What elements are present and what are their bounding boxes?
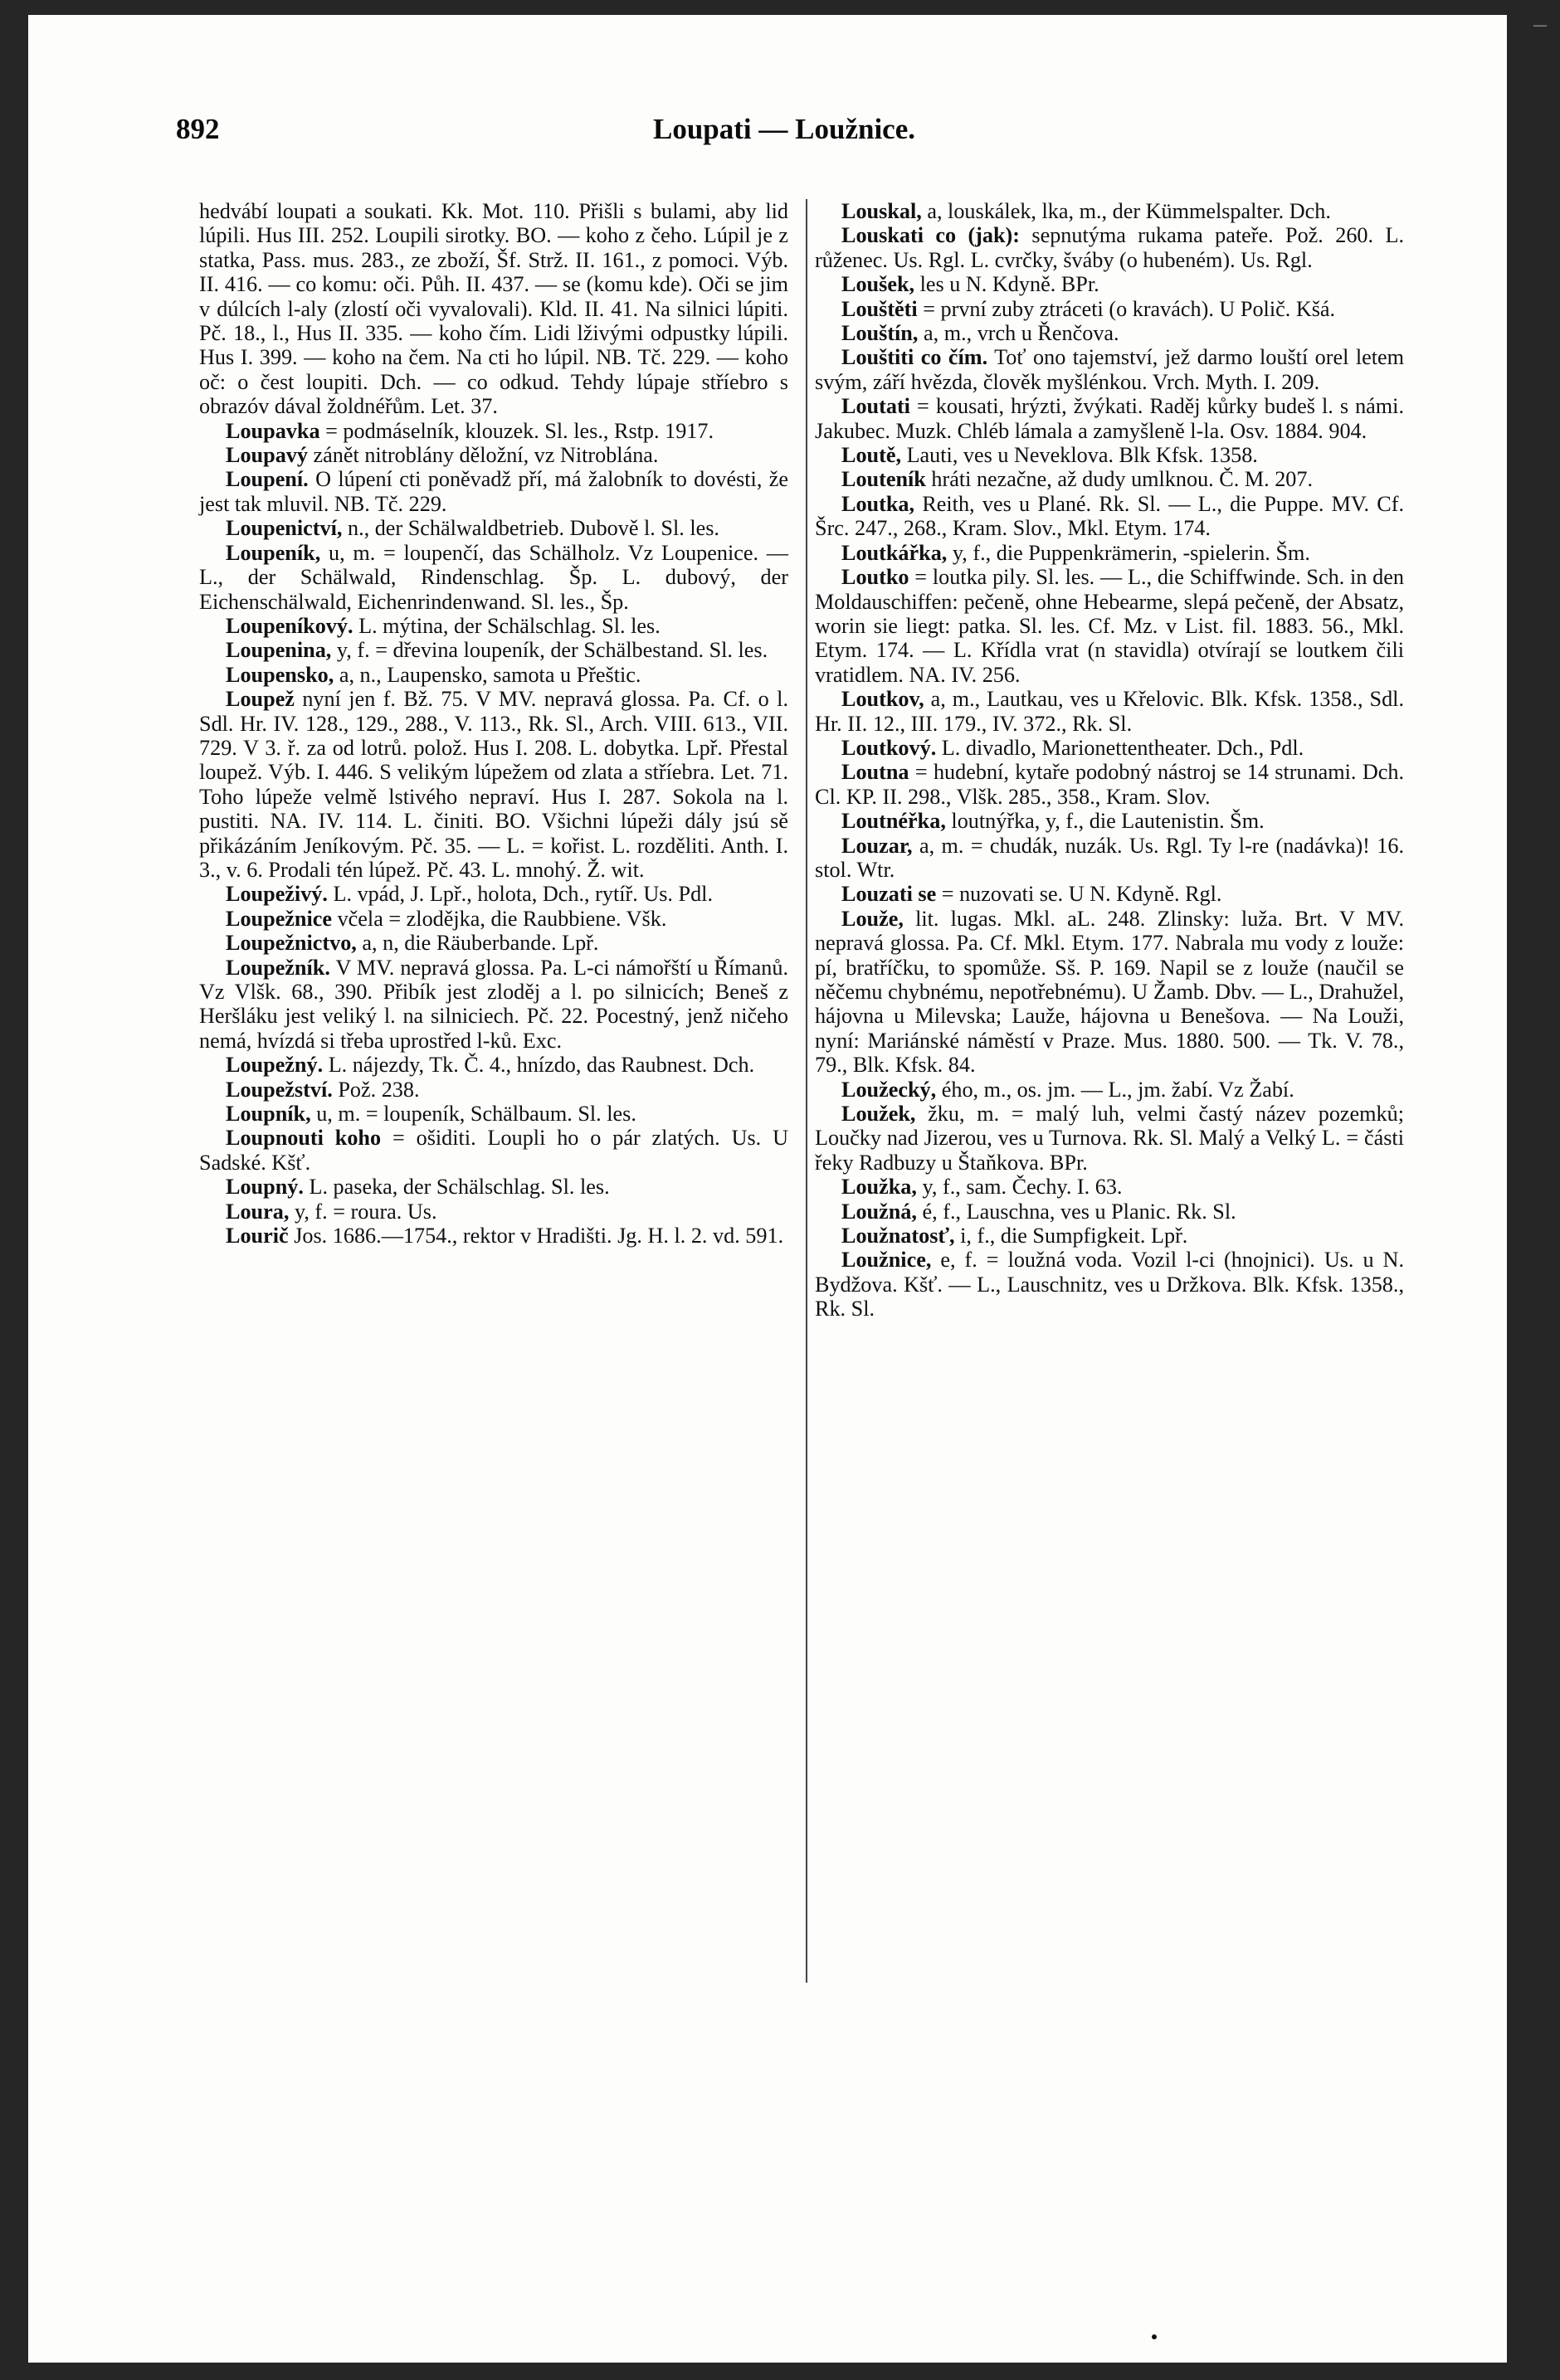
entry-headword: Louštín, [841, 321, 919, 346]
entry-headword: Louzati se [841, 882, 937, 907]
entry-headword: Louzar, [841, 833, 913, 858]
dictionary-entry [199, 1224, 788, 1248]
dictionary-entry [815, 1102, 1404, 1175]
dictionary-entry [199, 931, 788, 955]
dictionary-entry [815, 1248, 1404, 1321]
entry-text: L. vpád, J. Lpř., holota, Dch., rytíř. Us. Pdl. [327, 882, 714, 907]
dictionary-entry [815, 321, 1404, 345]
entry-headword: Lourič [226, 1224, 289, 1248]
column-divider [806, 199, 807, 1983]
entry-headword: Loužnatosť, [841, 1224, 955, 1248]
dictionary-entry [199, 541, 788, 614]
dictionary-entry [815, 1078, 1404, 1102]
entry-headword: Loužná, [841, 1199, 917, 1224]
dictionary-entry [815, 541, 1404, 565]
entry-text: a, m., Lautkau, ves u Křelovic. Blk. Kfsk. 1358., Sdl. Hr. II. 12., III. 179., IV. 372., Rk. Sl. [815, 687, 1404, 736]
entry-headword: Loupení. [226, 467, 309, 492]
dictionary-entry [815, 736, 1404, 760]
dictionary-entry [815, 1224, 1404, 1248]
entry-text: y, f., die Puppenkrämerin, -spielerin. Šm. [947, 540, 1310, 565]
entry-text: a, n., Laupensko, samota u Přeštic. [334, 662, 641, 687]
entry-text: Lauti, ves u Neveklova. Blk Kfsk. 1358. [901, 443, 1258, 468]
dictionary-entry [199, 1102, 788, 1126]
entry-text: = loutka pily. Sl. les. — L., die Schiffwinde. Sch. in den Moldauschiffen: pečeně, ohne Hebearme, slepá pečeně, der Absatz, worin sie liegt: patka. Sl. les. Cf. Mz. v List. fil. 1883. 56., Mkl. Etym. 174. — L. Křídla vrat (n stavidla) otvírají se loutkem čili vratidlem. NA. IV. 256. [815, 565, 1404, 687]
entry-text: = kousati, hrýzti, žvýkati. Raděj kůrky budeš l. s námi. Jakubec. Muzk. Chléb lámala a zamyšleně l-la. Osv. 1884. 904. [815, 394, 1404, 443]
entry-headword: Loupavka [226, 418, 320, 443]
entry-text: = hudební, kytaře podobný nástroj se 14 strunami. Dch. Cl. KP. II. 298., Vlšk. 285., 358., Kram. Slov. [815, 760, 1404, 809]
entry-headword: Loutkářka, [841, 540, 948, 565]
entry-text: Pož. 238. [332, 1077, 420, 1102]
dictionary-entry [815, 492, 1404, 541]
entry-text: Toť ono tajemství, jež darmo louští orel letem svým, září hvězda, člověk myšlénkou. Vrch. Myth. I. 209. [815, 345, 1404, 394]
entry-text: y, f., sam. Čechy. I. 63. [916, 1175, 1123, 1200]
entry-text: V MV. nepravá glossa. Pa. L-ci námořští u Římanů. Vz Vlšk. 68., 390. Přibík jest zloděj a l. po silnicích; Beneš z Heršláku jest veliký l. na silniciech. Pč. 22. Pocestný, jenž ničeho nemá, hvízdá si třeba uprostřed l-ků. Exc. [199, 955, 788, 1053]
dictionary-entry [815, 394, 1404, 443]
entry-headword: Loutě, [841, 443, 902, 468]
dictionary-entry [815, 834, 1404, 883]
dictionary-entry [815, 467, 1404, 491]
entry-text: e, f. = loužná voda. Vozil l-ci (hnojnici). Us. u N. Bydžova. Kšť. — L., Lauschnitz, ves u Držkova. Blk. Kfsk. 1358., Rk. Sl. [815, 1248, 1404, 1321]
dictionary-page [28, 15, 1507, 2363]
entry-headword: Loupežství. [226, 1077, 333, 1102]
entry-headword: Louskal, [841, 199, 922, 223]
entry-headword: Loutkový. [841, 735, 937, 760]
entry-headword: Loupnouti koho [226, 1126, 382, 1151]
entry-headword: Loupežný. [226, 1053, 324, 1078]
entry-text: = nuzovati se. U N. Kdyně. Rgl. [936, 882, 1222, 907]
dictionary-entry [815, 345, 1404, 394]
entry-text: Jos. 1686.—1754., rektor v Hradišti. Jg. H. l. 2. vd. 591. [288, 1224, 784, 1248]
dictionary-entry [199, 419, 788, 443]
entry-headword: Louteník [841, 467, 926, 492]
printer-dot [1152, 2334, 1157, 2339]
entry-text: y, f. = dřevina loupeník, der Schälbestand. Sl. les. [331, 638, 768, 663]
dictionary-entry [199, 1126, 788, 1175]
right-column [815, 199, 1404, 1321]
dictionary-entry [199, 956, 788, 1054]
entry-text: lit. lugas. Mkl. aL. 248. Zlinsky: luža. Brt. V MV. nepravá glossa. Pa. Cf. Mkl. Etym. 177. Nabrala mu vody z louže: pí, bratříčku, to spomůže. Sš. P. 169. Napil se z louže (naučil se něčemu chybnému, nepotřebnému). U Žamb. Dbv. — L., Drahužel, hájovna u Milevska; Lauže, hájovna u Benešova. — Na Louži, nyní: Mariánské náměstí v Praze. Mus. 1880. 500. — Tk. V. 78., 79., Blk. Kfsk. 84. [815, 906, 1404, 1078]
entry-text: = první zuby ztráceti (o kravách). U Polič. Kšá. [917, 296, 1336, 321]
scan-corner [1507, 0, 1560, 66]
entry-text: nyní jen f. Bž. 75. V MV. nepravá glossa. Pa. Cf. o l. Sdl. Hr. IV. 128., 129., 288., V. 113., Rk. Sl., Arch. VIII. 613., VII. 729. V 3. ř. za od lotrů. polož. Hus I. 208. L. dobytka. Lpř. Přestal loupež. Výb. I. 446. S velikým lúpežem od zlata a stříebra. Let. 71. Toho lúpeže velmě lstivého nepraví. Hus I. 287. Sokola na l. pustiti. NA. IV. 114. L. činiti. BO. Všichni lúpeži dály jsú sě přikázáním Jeníkovým. Pč. 35. — L. = kořist. L. rozděliti. Anth. I. 3., v. 6. Prodali tén lúpež. Pč. 43. L. mnohý. Ž. wit. [199, 687, 788, 882]
entry-headword: Loupník, [226, 1102, 311, 1127]
entry-text: L. divadlo, Marionettentheater. Dch., Pdl. [936, 735, 1304, 760]
entry-headword: Loužka, [841, 1175, 917, 1200]
entry-headword: Loutka, [841, 491, 915, 516]
entry-headword: Loupež [226, 687, 295, 712]
dictionary-entry [199, 199, 788, 419]
entry-text: y, f. = roura. Us. [289, 1199, 437, 1224]
entry-headword: Loužnice, [841, 1248, 932, 1273]
entry-headword: Louskati co (jak): [841, 223, 1020, 248]
dictionary-entry [815, 272, 1404, 296]
entry-text: L. nájezdy, Tk. Č. 4., hnízdo, das Raubnest. Dch. [323, 1053, 755, 1078]
entry-text: u, m. = loupenčí, das Schälholz. Vz Loupenice. — L., der Schälwald, Rindenschlag. Šp. L. dubový, der Eichenschälwald, Eichenrindenwand. Sl. les., Šp. [199, 540, 788, 614]
entry-headword: Loupeníkový. [226, 613, 353, 638]
dictionary-entry [199, 614, 788, 638]
dictionary-entry [815, 223, 1404, 272]
left-column [199, 199, 788, 1248]
entry-text: é, f., Lauschna, ves u Planic. Rk. Sl. [916, 1199, 1236, 1224]
dictionary-entry [199, 882, 788, 906]
dictionary-entry [199, 663, 788, 687]
dictionary-entry [815, 1200, 1404, 1224]
entry-headword: Loura, [226, 1199, 290, 1224]
entry-text: loutnýřka, y, f., die Lautenistin. Šm. [945, 809, 1265, 834]
entry-headword: Loutna [841, 760, 909, 785]
entry-headword: Loutkov, [841, 687, 924, 712]
entry-headword: Louštěti [841, 296, 918, 321]
dictionary-entry [815, 687, 1404, 736]
dictionary-entry [815, 1175, 1404, 1199]
entry-text: Reith, ves u Plané. Rk. Sl. — L., die Puppe. MV. Cf. Šrc. 247., 268., Kram. Slov., Mkl. Etym. 174. [815, 491, 1404, 541]
dictionary-entry [815, 760, 1404, 809]
entry-text: a, m. = chudák, nuzák. Us. Rgl. Ty l-re (nadávka)! 16. stol. Wtr. [815, 833, 1404, 882]
entry-text: včela = zlodějka, die Raubbiene. Všk. [332, 906, 667, 931]
entry-text: hráti nezačne, až dudy umlknou. Č. M. 207. [925, 467, 1314, 492]
dictionary-entry [199, 1175, 788, 1199]
entry-headword: Loupeník, [226, 540, 321, 565]
dictionary-entry [199, 907, 788, 931]
dictionary-entry [815, 907, 1404, 1078]
entry-text: L. paseka, der Schälschlag. Sl. les. [303, 1175, 610, 1200]
dictionary-entry [815, 199, 1404, 223]
entry-text: hedvábí loupati a soukati. Kk. Mot. 110. Přišli s bulami, aby lid lúpili. Hus III. 252. Loupili sirotky. BO. — koho z čeho. Lúpil je z statka, Pass. mus. 283., ze zboží, Šf. Strž. II. 161., z pomoci. Výb. II. 416. — co komu: oči. Půh. II. 437. — se (komu kde). Oči se jim v dúlcích l-aly (zlostí oči vyvalovali). Kld. II. 41. Na silnici lúpiti. Pč. 18., l., Hus II. 335. — koho čím. Lidi lživými odpustky lúpili. Hus I. 399. — koho na čem. Na cti ho lúpil. NB. Tč. 229. — koho oč: o čest loupiti. Dch. — co odkud. Tehdy lúpaje stříebro s obrazóv dával žoldnéřům. Let. 37. [199, 199, 788, 419]
dictionary-entry [815, 297, 1404, 321]
entry-headword: Loupný. [226, 1175, 304, 1200]
entry-text: = podmáselník, klouzek. Sl. les., Rstp. 1917. [319, 418, 714, 443]
dictionary-entry [199, 1078, 788, 1102]
dictionary-entry [199, 1053, 788, 1077]
entry-headword: Loutati [841, 394, 910, 419]
dictionary-entry [815, 443, 1404, 467]
entry-headword: Louštiti co čím. [841, 345, 988, 370]
entry-headword: Loupežnictvo, [226, 931, 357, 956]
dictionary-entry [199, 443, 788, 467]
page-number: 892 [176, 113, 220, 145]
entry-headword: Loužecký, [841, 1077, 937, 1102]
dictionary-entry [199, 687, 788, 882]
entry-headword: Louže, [841, 906, 904, 931]
dictionary-entry [815, 809, 1404, 833]
entry-text: = ošiditi. Loupli ho o pár zlatých. Us. U Sadské. Kšť. [199, 1126, 789, 1175]
entry-text: O lúpení cti poněvadž pří, má žalobník to dovésti, že jest tak mluvil. NB. Tč. 229. [199, 467, 788, 516]
dictionary-entry [815, 565, 1404, 687]
entry-text: zánět nitroblány děložní, vz Nitroblána. [307, 443, 659, 468]
entry-headword: Loupenictví, [226, 516, 343, 541]
dictionary-entry [199, 1200, 788, 1224]
entry-text: žku, m. = malý luh, velmi častý název pozemků; Loučky nad Jizerou, ves u Turnova. Rk. Sl. Malý a Velký L. = části řeky Radbuzy u Štaňkova. BPr. [815, 1102, 1404, 1175]
entry-text: u, m. = loupeník, Schälbaum. Sl. les. [310, 1102, 636, 1127]
entry-headword: Loupensko, [226, 662, 334, 687]
entry-text: a, louskálek, lka, m., der Kümmelspalter. Dch. [921, 199, 1331, 223]
entry-headword: Loupavý [226, 443, 308, 468]
entry-text: ého, m., os. jm. — L., jm. žabí. Vz Žabí. [936, 1077, 1294, 1102]
dictionary-entry [199, 638, 788, 662]
entry-text: L. mýtina, der Schälschlag. Sl. les. [353, 613, 661, 638]
page-header [28, 113, 1507, 154]
running-title: Loupati — Loužnice. [652, 113, 915, 145]
entry-text: a, n, die Räuberbande. Lpř. [356, 931, 599, 956]
entry-headword: Loupeživý. [226, 882, 328, 907]
entry-headword: Loužek, [841, 1102, 916, 1127]
entry-headword: Loupežnice [226, 906, 333, 931]
entry-headword: Loutnéřka, [841, 809, 946, 834]
entry-headword: Loutko [841, 565, 909, 590]
corner-mark: — [1533, 18, 1547, 32]
entry-headword: Loušek, [841, 272, 915, 297]
entry-headword: Loupenina, [226, 638, 332, 663]
dictionary-entry [199, 467, 788, 516]
dictionary-entry [815, 882, 1404, 906]
dictionary-entry [199, 516, 788, 540]
entry-text: sepnutýma rukama pateře. Pož. 260. L. růženec. Us. Rgl. L. cvrčky, šváby (o hubeném). Us. Rgl. [815, 223, 1404, 272]
entry-text: a, m., vrch u Řenčova. [918, 321, 1119, 346]
entry-text: i, f., die Sumpfigkeit. Lpř. [954, 1224, 1188, 1248]
entry-text: n., der Schälwaldbetrieb. Dubově l. Sl. les. [342, 516, 719, 541]
entry-text: les u N. Kdyně. BPr. [914, 272, 1099, 297]
entry-headword: Loupežník. [226, 955, 330, 980]
